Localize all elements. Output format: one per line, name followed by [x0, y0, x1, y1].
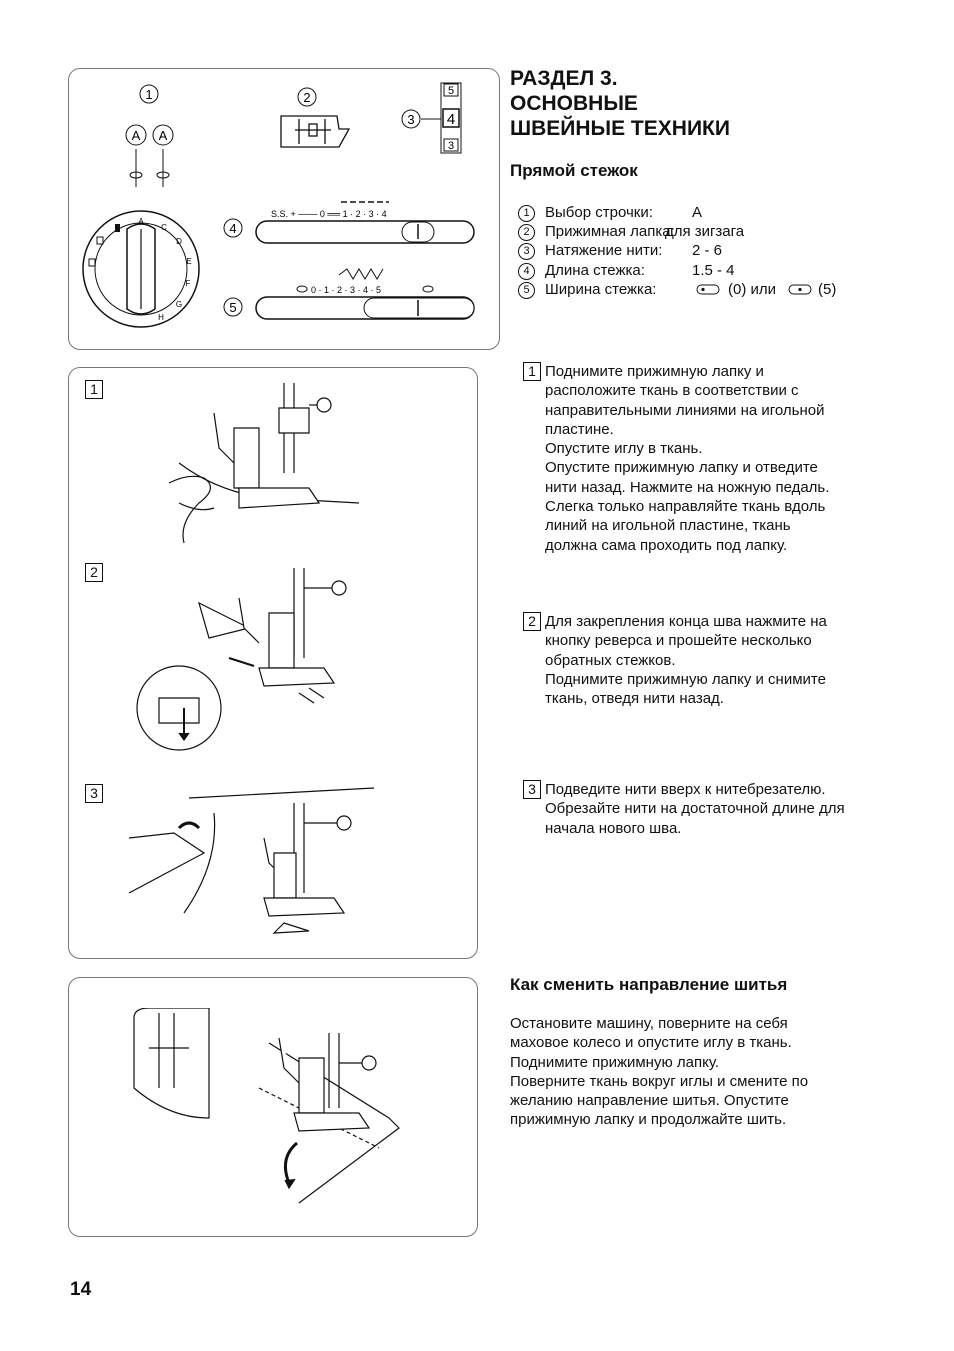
setting-value-b: (5) [818, 280, 837, 298]
stitch-length-scale [271, 202, 389, 219]
change-direction-heading: Как сменить направление шитья [510, 975, 788, 994]
section-title-line-1: РАЗДЕЛ 3. [510, 67, 618, 90]
svg-text:S.S. + ─── 0 ══ 1 · 2 · 3 · 4: S.S. + ─── 0 ══ 1 · 2 · 3 · 4 [271, 209, 387, 219]
callout-2: 2 [303, 90, 311, 105]
pattern-letter-a2: A [158, 128, 168, 143]
svg-text:5: 5 [447, 85, 455, 97]
step-text: Для закрепления конца шва нажмите на кнопку реверса и прошейте несколько обратных стежков. Поднимите прижимную лапку и снимите ткань, отведя нити назад. [545, 613, 827, 708]
callout-1: 1 [145, 87, 153, 102]
svg-text:F: F [185, 279, 191, 288]
setting-value: A [692, 204, 703, 221]
stitch-width-scale [297, 285, 433, 295]
pattern-selector-dial [83, 211, 199, 327]
section-title-line-2: ОСНОВНЫЕ [510, 92, 638, 115]
panel-label-1: 1 [85, 380, 103, 399]
setting-label: Ширина стежка: [545, 280, 657, 298]
setting-value: 1.5 - 4 [692, 261, 735, 279]
change-direction-text: Остановите машину, поверните на себя маховое колесо и опустите иглу в ткань. Поднимите прижимную лапку. Поверните ткань вокруг иглы и смените по желанию направление шитья. Опустите прижимную лапку и продолжайте шить. [510, 1015, 809, 1129]
change-direction-illustration [129, 1008, 429, 1218]
page-number: 14 [70, 1279, 92, 1300]
setting-number: 4 [518, 263, 535, 280]
stitch-length-slider [256, 221, 474, 243]
step-1-illustration [159, 373, 419, 553]
setting-label: Длина стежка: [545, 261, 645, 279]
setting-label: Прижимная лапка: [545, 223, 675, 241]
step-number: 2 [523, 612, 541, 631]
callout-5: 5 [229, 300, 237, 315]
callout-3: 3 [407, 112, 415, 127]
step-number: 3 [523, 780, 541, 799]
setting-number: 5 [518, 282, 535, 299]
setting-value: 2 - 6 [692, 242, 723, 260]
step-number: 1 [523, 362, 541, 381]
settings-diagram-panel [68, 68, 500, 350]
setting-label: Натяжение нити: [545, 242, 663, 260]
setting-number: 3 [518, 243, 535, 260]
step-3-illustration [124, 783, 424, 953]
straight-stitch-heading: Прямой стежок [510, 161, 638, 180]
setting-number: 2 [518, 224, 535, 241]
section-title [510, 66, 810, 141]
svg-text:A: A [138, 217, 144, 226]
step-text: Поднимите прижимную лапку и расположите ткань в соответствии с направительными линиями на игольной пластине. Опустите иглу в ткань. Опустите прижимную лапку и отведите нити назад. Нажмите на ножную педаль. Слегка только направляйте ткань вдоль линий на игольной пластине, ткань должна сама проходить под лапку. [545, 363, 830, 554]
needle-left-icon [696, 284, 720, 295]
svg-text:E: E [186, 257, 192, 266]
straight-stitch-symbol [130, 149, 169, 187]
pattern-letter-a1: A [131, 128, 141, 143]
settings-diagram [69, 69, 499, 349]
panel-label-2: 2 [85, 563, 103, 582]
callout-4: 4 [229, 221, 237, 236]
setting-value: для зигзага [665, 223, 745, 241]
section-title-line-3: ШВЕЙНЫЕ ТЕХНИКИ [510, 117, 730, 140]
svg-text:D: D [176, 237, 182, 246]
svg-text:G: G [175, 300, 183, 309]
steps-illustration-panel [68, 367, 478, 959]
setting-number: 1 [518, 205, 535, 222]
presser-foot-icon [281, 116, 349, 147]
zigzag-icon [339, 269, 383, 279]
setting-value-a: (0) или [728, 280, 777, 298]
tension-dial-icon [441, 83, 461, 153]
change-direction-panel [68, 977, 478, 1237]
svg-text:3: 3 [447, 140, 455, 152]
setting-label: Выбор строчки: [545, 204, 653, 221]
step-2-illustration [129, 558, 429, 768]
step-text: Подведите нити вверх к нитебрезателю. Обрезайте нити на достаточной длине для начала нового шва. [545, 781, 845, 837]
svg-text:C: C [161, 223, 167, 232]
needle-center-icon [788, 284, 812, 295]
panel-label-3: 3 [85, 784, 103, 803]
svg-text:0 · 1 · 2 · 3 · 4 · 5: 0 · 1 · 2 · 3 · 4 · 5 [311, 285, 382, 295]
svg-text:H: H [158, 313, 164, 322]
svg-text:4: 4 [446, 111, 456, 128]
